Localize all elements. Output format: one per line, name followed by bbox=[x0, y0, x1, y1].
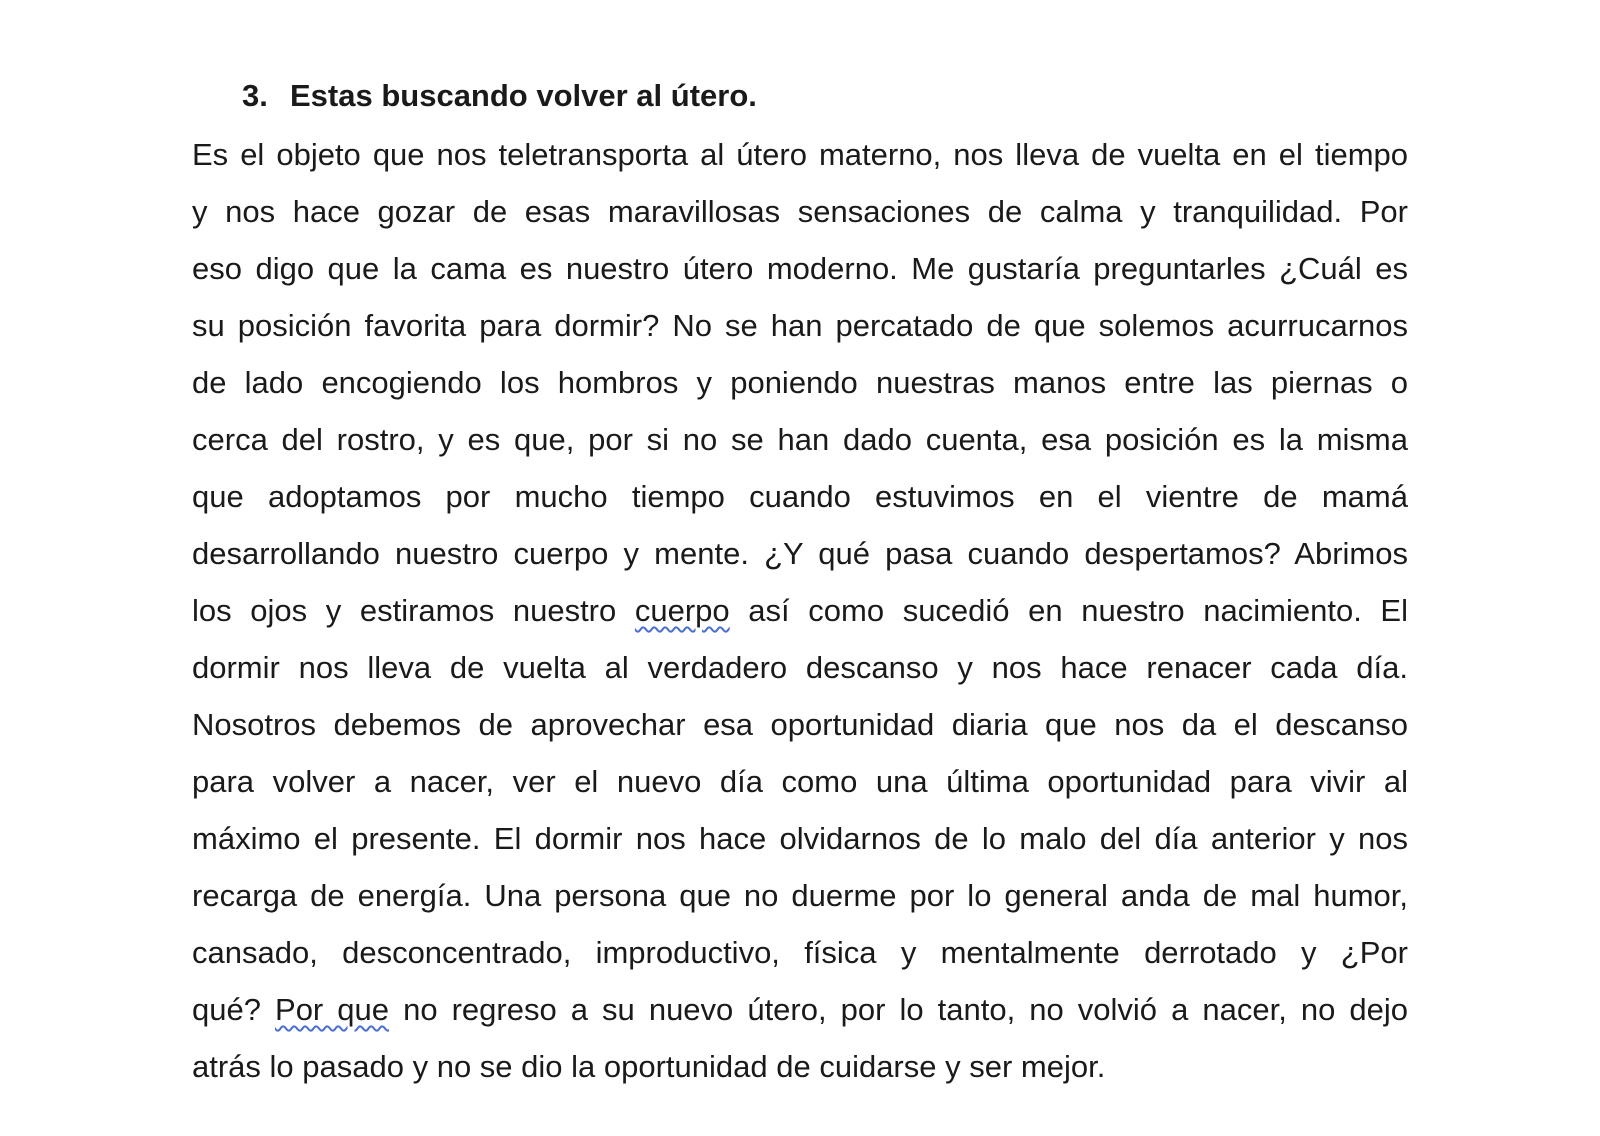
paragraph-line: recarga de energía. Una persona que no duerme por lo general anda de mal humor, bbox=[192, 878, 1408, 913]
paragraph-line: y nos hace gozar de esas maravillosas sensaciones de calma y tranquilidad. Por bbox=[192, 194, 1408, 229]
paragraph-line: atrás lo pasado y no se dio la oportunidad de cuidarse y ser mejor. bbox=[192, 1049, 1106, 1084]
paragraph-line: Nosotros debemos de aprovechar esa oportunidad diaria que nos da el descanso bbox=[192, 707, 1408, 742]
line-text: los ojos y estiramos nuestro bbox=[192, 593, 635, 628]
paragraph-line: para volver a nacer, ver el nuevo día como una última oportunidad para vivir al bbox=[192, 764, 1408, 799]
body-paragraph bbox=[192, 126, 1408, 1095]
line-text: qué? bbox=[192, 992, 276, 1027]
paragraph-line bbox=[192, 582, 1408, 639]
paragraph-line bbox=[192, 981, 1408, 1038]
list-number: 3. bbox=[242, 78, 268, 113]
paragraph-line: de lado encogiendo los hombros y poniendo nuestras manos entre las piernas o bbox=[192, 365, 1408, 400]
paragraph-line: dormir nos lleva de vuelta al verdadero descanso y nos hace renacer cada día. bbox=[192, 650, 1408, 685]
paragraph-line: cerca del rostro, y es que, por si no se han dado cuenta, esa posición es la misma bbox=[192, 422, 1408, 457]
paragraph-line: que adoptamos por mucho tiempo cuando estuvimos en el vientre de mamá bbox=[192, 479, 1408, 514]
line-text: no regreso a su nuevo útero, por lo tanto, no volvió a nacer, no dejo bbox=[389, 992, 1409, 1027]
paragraph-line: cansado, desconcentrado, improductivo, física y mentalmente derrotado y ¿Por bbox=[192, 935, 1408, 970]
line-text: así como sucedió en nuestro nacimiento. El bbox=[729, 593, 1408, 628]
paragraph-line: su posición favorita para dormir? No se han percatado de que solemos acurrucarnos bbox=[192, 308, 1408, 343]
spellcheck-flagged-word[interactable]: cuerpo bbox=[634, 593, 730, 628]
section-heading bbox=[242, 74, 757, 118]
paragraph-line: desarrollando nuestro cuerpo y mente. ¿Y qué pasa cuando despertamos? Abrimos bbox=[192, 536, 1408, 571]
paragraph-line: eso digo que la cama es nuestro útero moderno. Me gustaría preguntarles ¿Cuál es bbox=[192, 251, 1408, 286]
paragraph-line: máximo el presente. El dormir nos hace olvidarnos de lo malo del día anterior y nos bbox=[192, 821, 1408, 856]
paragraph-line: Es el objeto que nos teletransporta al útero materno, nos lleva de vuelta en el tiempo bbox=[192, 137, 1408, 172]
heading-text: Estas buscando volver al útero. bbox=[290, 78, 757, 113]
spellcheck-flagged-word[interactable]: Por que bbox=[275, 992, 390, 1027]
